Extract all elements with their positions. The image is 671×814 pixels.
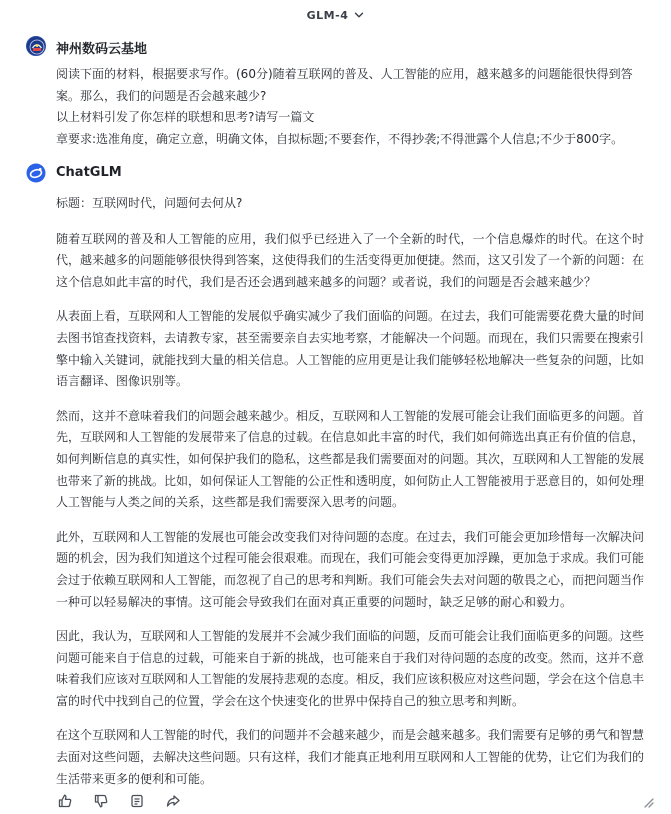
user-avatar-logo-icon (27, 37, 46, 56)
top-bar (0, 0, 671, 30)
message-actions (56, 792, 182, 810)
copy-icon[interactable] (128, 792, 146, 810)
essay-paragraph: 此外，互联网和人工智能的发展也可能会改变我们对待问题的态度。在过去，我们可能会更加珍惜每一次解决问题的机会，因为我们知道这个过程可能会很艰难。而现在，我们可能会变得更加浮躁，更加急于求成。我们可能会过于依赖互联网和人工智能，而忽视了自己的思考和判断。我们可能会失去对问题的敬畏之心，而把问题当作一种可以轻易解决的事情。这可能会导致我们在面对真正重要的问题时，缺乏足够的耐心和毅力。 (56, 529, 645, 609)
user-message-line: 以上材料引发了你怎样的联想和思考?请写一篇文 (56, 110, 315, 124)
user-name: 神州数码云基地 (56, 42, 148, 57)
user-message-line: 阅读下面的材料，根据要求写作。(60分)随着互联网的普及、人工智能的应用，越来越多的问题能很快得到答案。那么，我们的问题是否会越来越少? (56, 67, 633, 103)
essay-paragraph: 然而，这并不意味着我们的问题会越来越少。相反，互联网和人工智能的发展可能会让我们面临更多的问题。首先，互联网和人工智能的发展带来了信息的过载。在信息如此丰富的时代，我们如何筛选出真正有价值的信息，如何判断信息的真实性，如何保护我们的隐私，这些都是我们需要面对的问题。其次，互联网和人工智能的发展也带来了新的挑战。比如，如何保证人工智能的公正性和透明度，如何防止人工智能被用于恶意目的，如何处理人工智能与人类之间的关系，这些都是我们需要深入思考的问题。 (56, 408, 645, 510)
essay-paragraph: 在这个互联网和人工智能的时代，我们的问题并不会越来越少，而是会越来越多。我们需要有足够的勇气和智慧去面对这些问题，去解决这些问题。只有这样，我们才能真正地利用互联网和人工智能的优势，让它们为我们的生活带来更多的便利和可能。 (56, 728, 645, 786)
share-icon[interactable] (164, 792, 182, 810)
assistant-name: ChatGLM (56, 165, 122, 180)
chevron-down-icon (354, 10, 364, 20)
model-name: GLM-4 (306, 8, 349, 22)
thumbs-up-icon[interactable] (56, 792, 74, 810)
user-message-line: 章要求:选准角度，确定立意，明确文体，自拟标题;不要套作，不得抄袭;不得泄露个人信息;不少于800字。 (56, 131, 624, 146)
thumbs-down-icon[interactable] (92, 792, 110, 810)
model-selector[interactable] (307, 9, 365, 22)
essay-title: 标题：互联网时代，问题何去何从? (56, 196, 243, 210)
essay-paragraph: 随着互联网的普及和人工智能的应用，我们似乎已经进入了一个全新的时代，一个信息爆炸的时代。在这个时代，越来越多的问题能够很快得到答案，这使得我们的生活变得更加便捷。然而，这又引发了一个新的问题：在这个信息如此丰富的时代，我们是否还会遇到越来越多的问题？或者说，我们的问题是否会越来越少？ (56, 231, 645, 289)
user-message-text (56, 64, 646, 150)
resize-handle-icon[interactable] (639, 793, 657, 811)
assistant-message-text (56, 193, 644, 803)
essay-paragraph: 因此，我认为，互联网和人工智能的发展并不会减少我们面临的问题，反而可能会让我们面临更多的问题。这些问题可能来自于信息的过载，可能来自于新的挑战，也可能来自于我们对待问题的态度的改变。然而，这并不意味着我们应该对互联网和人工智能的发展持悲观的态度。相反，我们应该积极应对这些问题，学会在这个信息丰富的时代中找到自己的位置，学会在这个快速变化的世界中保持自己的独立思考和判断。 (56, 629, 645, 708)
chatglm-avatar (26, 163, 46, 183)
chatglm-logo-icon (26, 163, 46, 183)
user-avatar (26, 36, 46, 56)
essay-paragraph: 从表面上看，互联网和人工智能的发展似乎确实减少了我们面临的问题。在过去，我们可能需要花费大量的时间去图书馆查找资料，去请教专家，甚至需要亲自去实地考察，才能解决一个问题。而现在，我们只需要在搜索引擎中输入关键词，就能找到大量的相关信息。人工智能的应用更是让我们能够轻松地解决一些复杂的问题，比如语言翻译、图像识别等。 (56, 309, 645, 389)
